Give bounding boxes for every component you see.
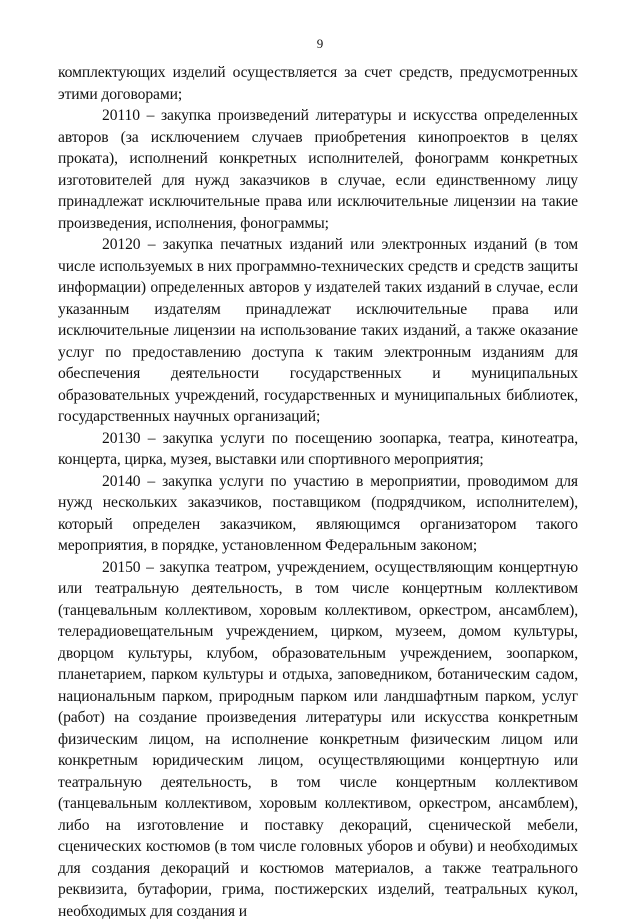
paragraph-20110: 20110 – закупка произведений литературы и искусства определенных авторов (за исключением случаев приобретения кинопроектов в целях проката), исполнений конкретных исполнителей, фонограмм конкретных изготовителей для нужд заказчиков в случае, если единственному лицу принадлежат исключительные права или исключительные лицензии на такие произведения, исполнения, фонограммы;: [58, 105, 578, 234]
paragraph-20150: 20150 – закупка театром, учреждением, осуществляющим концертную или театральную деятельность, в том числе концертным коллективом (танцевальным коллективом, хоровым коллективом, оркестром, ансамблем), телерадиовещательным учреждением, цирком, музеем, домом культуры, дворцом культуры, клубом, образовательным учреждением, зоопарком, планетарием, парком культуры и отдыха, заповедником, ботаническим садом, национальным парком, природным парком или ландшафтным парком, услуг (работ) на создание произведения литературы или искусства конкретным физическим лицом, на исполнение конкретным физическим лицом или конкретным юридическим лицом, осуществляющими концертную или театральную деятельность, в том числе концертным коллективом (танцевальным коллективом, хоровым коллективом, оркестром, ансамблем), либо на изготовление и поставку декораций, сценической мебели, сценических костюмов (в том числе головных уборов и обуви) и необходимых для создания декораций и костюмов материалов, а также театрального реквизита, бутафории, грима, постижерских изделий, театральных кукол, необходимых для создания и: [58, 557, 578, 922]
document-body: [58, 62, 578, 922]
paragraph-20130: 20130 – закупка услуги по посещению зоопарка, театра, кинотеатра, концерта, цирка, музея, выставки или спортивного мероприятия;: [58, 428, 578, 471]
page-number: 9: [0, 36, 640, 52]
paragraph-continuation: комплектующих изделий осуществляется за счет средств, предусмотренных этими договорами;: [58, 62, 578, 105]
paragraph-20140: 20140 – закупка услуги по участию в мероприятии, проводимом для нужд нескольких заказчиков, поставщиком (подрядчиком, исполнителем), который определен заказчиком, являющимся организатором такого мероприятия, в порядке, установленном Федеральным законом;: [58, 471, 578, 557]
paragraph-20120: 20120 – закупка печатных изданий или электронных изданий (в том числе используемых в них программно-технических средств и средств защиты информации) определенных авторов у издателей таких изданий в случае, если указанным издателям принадлежат исключительные права или исключительные лицензии на использование таких изданий, а также оказание услуг по предоставлению доступа к таким электронным изданиям для обеспечения деятельности государственных и муниципальных образовательных учреждений, государственных и муниципальных библиотек, государственных научных организаций;: [58, 234, 578, 428]
